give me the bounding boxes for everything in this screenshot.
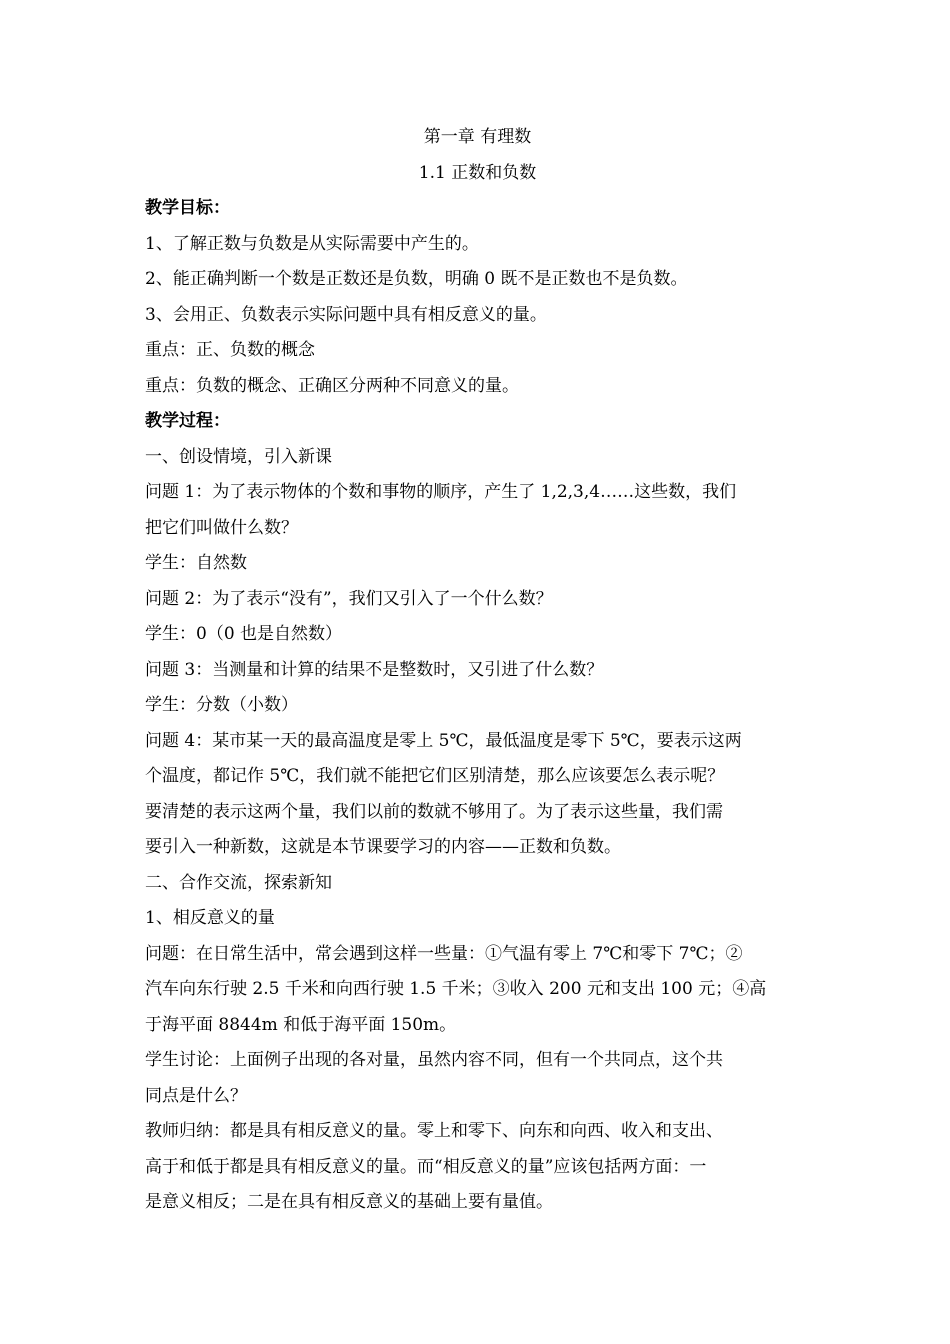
text-line: 问题 3：当测量和计算的结果不是整数时，又引进了什么数？ bbox=[145, 659, 604, 680]
text-line: 学生：自然数 bbox=[145, 553, 247, 573]
text-line: 3、会用正、负数表示实际问题中具有相反意义的量。 bbox=[145, 304, 547, 325]
text-line: 把它们叫做什么数？ bbox=[145, 517, 298, 538]
text-line: 问题：在日常生活中，常会遇到这样一些量：①气温有零上 7℃和零下 7℃；② bbox=[145, 943, 743, 964]
section-heading: 教学目标： bbox=[145, 198, 230, 218]
text-line: 要清楚的表示这两个量，我们以前的数就不够用了。为了表示这些量，我们需 bbox=[145, 801, 723, 822]
document-body bbox=[145, 191, 810, 1221]
text-line: 学生讨论：上面例子出现的各对量，虽然内容不同，但有一个共同点，这个共 bbox=[145, 1050, 723, 1070]
text-line: 教师归纳：都是具有相反意义的量。零上和零下、向东和向西、收入和支出、 bbox=[145, 1121, 723, 1141]
text-line: 学生：0（0 也是自然数） bbox=[145, 624, 343, 644]
text-line: 二、合作交流，探索新知 bbox=[145, 872, 332, 893]
section-heading: 教学过程： bbox=[145, 411, 230, 431]
text-line: 汽车向东行驶 2.5 千米和向西行驶 1.5 千米；③收入 200 元和支出 100 元；④高 bbox=[145, 979, 767, 999]
chapter-title: 第一章 有理数 bbox=[423, 127, 532, 147]
text-line: 1、相反意义的量 bbox=[145, 908, 275, 928]
document-page bbox=[145, 119, 810, 1221]
text-line: 问题 1：为了表示物体的个数和事物的顺序，产生了 1,2,3,4……这些数，我们 bbox=[145, 482, 737, 502]
text-line: 重点：正、负数的概念 bbox=[145, 340, 315, 360]
text-line: 个温度，都记作 5℃，我们就不能把它们区别清楚，那么应该要怎么表示呢？ bbox=[145, 766, 725, 786]
text-line: 问题 2：为了表示“没有”，我们又引入了一个什么数？ bbox=[145, 588, 553, 609]
text-line: 问题 4：某市某一天的最高温度是零上 5℃，最低温度是零下 5℃，要表示这两 bbox=[145, 730, 742, 751]
section-title: 1.1 正数和负数 bbox=[418, 163, 537, 183]
text-line: 于海平面 8844m 和低于海平面 150m。 bbox=[145, 1014, 457, 1035]
text-line: 高于和低于都是具有相反意义的量。而“相反意义的量”应该包括两方面：一 bbox=[145, 1156, 707, 1177]
text-line: 同点是什么？ bbox=[145, 1085, 247, 1106]
text-line: 重点：负数的概念、正确区分两种不同意义的量。 bbox=[145, 375, 519, 396]
text-line: 1、了解正数与负数是从实际需要中产生的。 bbox=[145, 233, 479, 254]
text-line: 是意义相反；二是在具有相反意义的基础上要有量值。 bbox=[145, 1192, 553, 1212]
text-line: 要引入一种新数，这就是本节课要学习的内容——正数和负数。 bbox=[145, 837, 621, 857]
text-line: 学生：分数（小数） bbox=[145, 695, 298, 715]
text-line: 2、能正确判断一个数是正数还是负数，明确 0 既不是正数也不是负数。 bbox=[145, 269, 688, 289]
text-line: 一、创设情境，引入新课 bbox=[145, 446, 332, 467]
